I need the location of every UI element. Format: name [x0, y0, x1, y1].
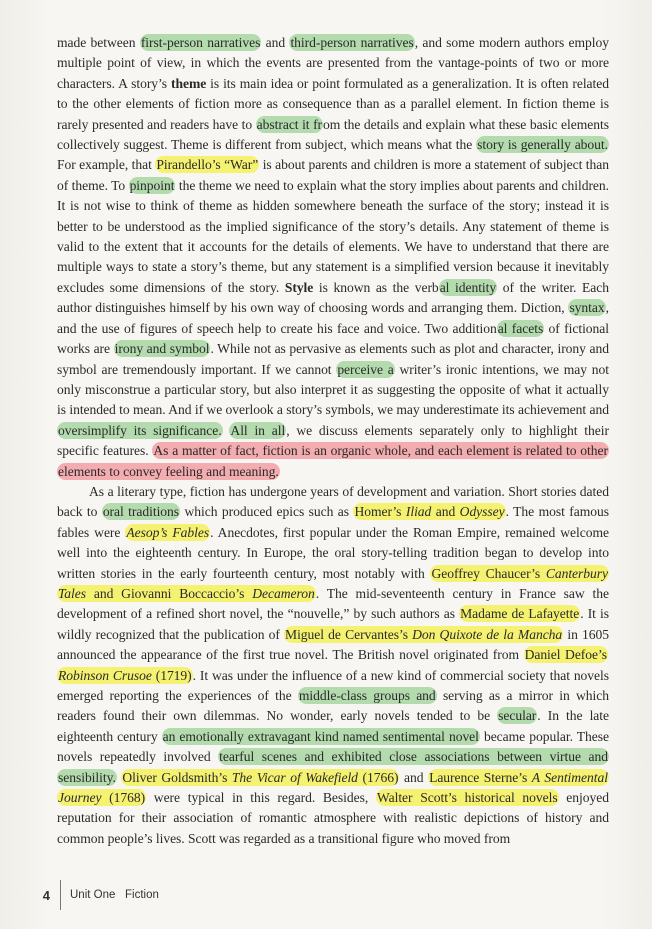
footer-divider	[60, 880, 61, 910]
text-run: (1766)	[357, 769, 399, 785]
text-run: enjoyed reputation for their association of romantic atmosphere with realistic depictions of history and common people’s lives. Scott was regarded as a transitional figure who moved from	[57, 790, 609, 846]
highlight-green: oversimplify its significance.	[58, 422, 222, 438]
running-footer	[70, 889, 159, 901]
text-run: of fictional works are	[57, 320, 609, 357]
text-run: is its main idea or point formulated as a generalization. It is often related to the other elements of fiction more as consequence than as a parallel element. In fiction theme is rarely presented and readers have to	[57, 75, 609, 132]
highlight-green: secular	[498, 708, 537, 724]
text-run: became popular. These novels repeatedly involved	[57, 728, 609, 765]
section-label: Fiction	[124, 889, 159, 901]
highlight-yellow	[284, 626, 563, 643]
paragraph-elements-of-fiction	[57, 33, 609, 482]
body-text	[57, 33, 609, 849]
highlight-yellow: Aesop’s Fables	[126, 524, 210, 540]
highlight-green: tearful scenes and exhibited close associations between virtue and sensibility.	[58, 749, 609, 785]
highlight-red: As a matter of fact, fiction is an organic whole, and each element is related to other elements to convey feeling and meaning.	[58, 443, 608, 479]
unit-label: Unit One	[70, 889, 116, 901]
text-run: of the writer. Each author distinguishes himself by his own way of choosing words and arranging them. Diction,	[57, 279, 609, 316]
text-run: . It is wildly recognized that the publication of	[57, 606, 609, 642]
text-run: in 1605 announced the appearance of the first true novel. The British novel originated from	[57, 626, 609, 663]
book-title: Robinson Crusoe	[58, 667, 152, 683]
page-number: 4	[42, 887, 50, 903]
highlight-yellow: Walter Scott’s historical novels	[376, 790, 558, 806]
text-run: om the details and explain what these basic elements collectively suggest. Theme is different from subject, which means what the	[57, 116, 609, 153]
text-run: Laurence Sterne’s	[429, 769, 532, 785]
term-style: Style	[284, 279, 314, 295]
text-run: . It was under the influence of a new kind of commercial society that novels emerged reporting the experiences of the	[57, 667, 610, 703]
text-run: is known as the verb	[313, 279, 439, 295]
highlight-green: All in all	[230, 422, 286, 438]
text-run: . In the late eighteenth century	[57, 708, 610, 744]
highlight-yellow: Madame de Lafayette	[460, 606, 580, 622]
text-run: . Anecdotes, first popular under the Roman Empire, remained welcome well into the eighteenth century. In Europe, the oral story-telling tradition began to develop into written stories in the early fourteenth century, most notably with	[57, 524, 610, 581]
text-run: . While not as pervasive as elements such as plot and character, irony and symbol are tremendously important. If we cannot	[57, 341, 609, 377]
text-run: were typical in this regard. Besides,	[146, 790, 376, 806]
text-run: , we discuss elements separately only to highlight their specific features.	[57, 422, 609, 459]
highlight-yellow	[121, 769, 399, 786]
text-run: writer’s ironic intentions, we may not only misconstrue a particular story, but also interpret it as suggesting the opposite of what it actually is intended to mean. And if we overlook a story’s symbols, we may underestimate its achievement and	[57, 361, 610, 418]
highlight-green: irony and symbol	[114, 341, 210, 357]
highlight-green: perceive a	[337, 361, 394, 377]
book-title: Odyssey	[459, 504, 505, 520]
highlight-green: al facets	[497, 320, 544, 336]
text-run: and	[431, 504, 460, 520]
book-title: A Sentimental Journey	[58, 769, 608, 806]
highlight-yellow	[353, 503, 505, 520]
text-run: serving as a mirror in which readers found their own dilemmas. No wonder, early novels tended to be	[57, 688, 609, 724]
book-title: Iliad	[405, 504, 432, 520]
text-run: For example, that	[57, 157, 156, 173]
highlight-green: an emotionally extravagant kind named sentimental novel	[162, 728, 479, 744]
book-title: Decameron	[252, 585, 315, 601]
highlight-yellow: Pirandello’s “War”	[156, 157, 259, 173]
highlight-green: oral traditions	[102, 504, 180, 520]
text-run: and Giovanni Boccaccio’s	[85, 585, 253, 601]
highlight-green: first-person narratives	[140, 35, 261, 50]
text-run: is about parents and children is more a statement of subject than of theme. To	[57, 157, 610, 193]
text-run: (1719)	[151, 667, 192, 683]
text-run: Homer’s	[354, 504, 406, 520]
text-run: Geoffrey Chaucer’s	[431, 565, 546, 581]
text-run: made between	[57, 35, 140, 50]
text-run: which produced epics such as	[180, 504, 354, 520]
text-run: Oliver Goldsmith’s	[122, 769, 232, 785]
text-run: the theme we need to explain what the story implies about parents and children. It is not wise to think of theme as hidden somewhere beneath the surface of the story; instead it is better to be understood as the implied significance of the story’s details. Any statement of theme is valid to the extent that it accounts for the details of elements. We have to understand that there are multiple ways to state a story’s theme, but any statement is a simplified version because it inevitably excludes some dimensions of the story.	[57, 177, 610, 295]
text-run: , and some modern authors employ multiple point of view, in which the events are presented from the vantage-points of two or more characters. A story’s	[57, 35, 609, 91]
text-run: . The most famous fables were	[57, 504, 609, 540]
text-run: Daniel Defoe’s	[524, 647, 607, 663]
highlight-green: middle-class groups and	[298, 688, 436, 703]
book-title: Canterbury Tales	[58, 565, 608, 601]
book-title: Don Quixote de la Mancha	[412, 626, 563, 642]
text-run: . The mid-seventeenth century in France saw the development of a refined short novel, the “nouvelle,” by such authors as	[57, 585, 610, 622]
highlight-green: al identity	[439, 279, 497, 295]
highlight-green: pinpoint	[129, 177, 175, 193]
text-run: As a literary type, fiction has undergone years of development and variation. Short stories dated back to	[57, 483, 609, 520]
highlight-green: third-person narratives	[290, 35, 414, 50]
text-run: and	[399, 769, 429, 785]
paragraph-history-of-fiction	[57, 482, 609, 849]
page-footer	[30, 880, 159, 910]
highlight-green: syntax	[569, 300, 605, 316]
text-run: (1768)	[101, 790, 146, 806]
text-run: and	[261, 35, 290, 50]
text-run: , and the use of figures of speech help to create his face and voice. Two addition	[57, 300, 609, 336]
term-theme: theme	[170, 75, 207, 91]
text-run: Miguel de Cervantes’s	[285, 626, 413, 642]
highlight-green: story is generally about.	[477, 137, 609, 153]
highlight-green: abstract it fr	[256, 116, 323, 132]
book-title: The Vicar of Wakefield	[231, 769, 358, 785]
